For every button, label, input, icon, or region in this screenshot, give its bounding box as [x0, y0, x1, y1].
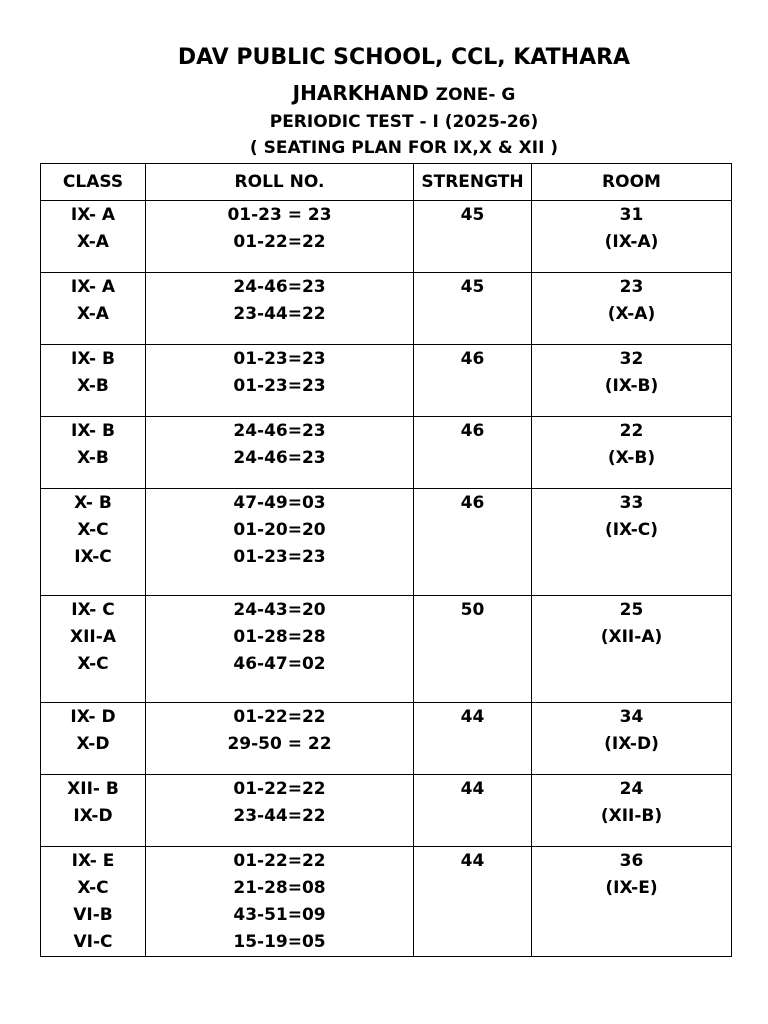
state-name: JHARKHAND [292, 81, 429, 105]
room-cell [532, 703, 732, 775]
table-header-row [41, 164, 732, 201]
class-cell [41, 201, 146, 273]
roll-no-line: 01-22=22 [233, 779, 326, 799]
state-zone-line [20, 81, 768, 105]
class-cell [41, 596, 146, 703]
class-cell [41, 847, 146, 957]
class-cell [41, 489, 146, 596]
class-line: X-A [77, 304, 109, 324]
class-line: XII-A [70, 627, 116, 647]
class-line: IX-C [74, 547, 112, 567]
class-line: X-C [77, 878, 109, 898]
table-row [41, 417, 732, 489]
room-cell [532, 417, 732, 489]
roll-no-line: 01-23=23 [233, 547, 326, 567]
room-line: 25 [619, 600, 644, 620]
strength-cell: 46 [414, 489, 532, 596]
roll-no-line: 01-22=22 [233, 232, 326, 252]
roll-no-line: 29-50 = 22 [227, 734, 332, 754]
table-row [41, 703, 732, 775]
school-name: DAV PUBLIC SCHOOL, CCL, KATHARA [177, 45, 631, 70]
room-cell [532, 596, 732, 703]
room-line: (XII-A) [600, 627, 663, 647]
column-header-strength: STRENGTH [414, 164, 532, 201]
roll-no-cell [146, 417, 414, 489]
roll-no-line: 01-28=28 [233, 627, 326, 647]
class-line: X-D [76, 734, 110, 754]
table-row [41, 596, 732, 703]
class-cell [41, 775, 146, 847]
class-line: IX- C [71, 600, 115, 620]
strength-cell: 46 [414, 417, 532, 489]
column-header-roll-no: ROLL NO. [146, 164, 414, 201]
table-row [41, 489, 732, 596]
strength-cell: 44 [414, 775, 532, 847]
roll-no-line: 24-43=20 [233, 600, 326, 620]
room-line: 31 [619, 205, 644, 225]
room-line: (IX-E) [605, 878, 658, 898]
roll-no-line: 23-44=22 [233, 304, 326, 324]
room-cell [532, 273, 732, 345]
class-line: X-C [77, 520, 109, 540]
column-header-room: ROOM [532, 164, 732, 201]
class-line: IX-D [73, 806, 113, 826]
roll-no-cell [146, 596, 414, 703]
class-cell [41, 345, 146, 417]
class-line: X- B [74, 493, 112, 513]
roll-no-line: 46-47=02 [233, 654, 326, 674]
class-line: X-B [77, 448, 109, 468]
room-line: (X-A) [607, 304, 656, 324]
roll-no-cell [146, 201, 414, 273]
room-line: 22 [619, 421, 644, 441]
class-line: XII- B [67, 779, 119, 799]
roll-no-line: 01-22=22 [233, 851, 326, 871]
room-line: 36 [619, 851, 644, 871]
strength-cell: 50 [414, 596, 532, 703]
room-cell [532, 847, 732, 957]
class-line: IX- A [70, 205, 116, 225]
room-cell [532, 201, 732, 273]
class-line: IX- D [70, 707, 116, 727]
roll-no-cell [146, 847, 414, 957]
roll-no-cell [146, 775, 414, 847]
roll-no-line: 47-49=03 [233, 493, 326, 513]
room-line: 33 [619, 493, 644, 513]
class-cell [41, 273, 146, 345]
strength-cell: 44 [414, 703, 532, 775]
roll-no-cell [146, 703, 414, 775]
room-line: 24 [619, 779, 644, 799]
class-cell [41, 417, 146, 489]
class-line: X-C [77, 654, 109, 674]
roll-no-line: 24-46=23 [233, 421, 326, 441]
class-line: X-A [77, 232, 109, 252]
room-line: 32 [619, 349, 644, 369]
room-line: (X-B) [607, 448, 656, 468]
seating-plan-title: ( SEATING PLAN FOR IX,X & XII ) [249, 138, 559, 158]
roll-no-line: 24-46=23 [233, 277, 326, 297]
roll-no-line: 01-22=22 [233, 707, 326, 727]
roll-no-line: 43-51=09 [233, 905, 326, 925]
roll-no-line: 23-44=22 [233, 806, 326, 826]
seating-plan-table [40, 163, 732, 957]
class-line: IX- E [71, 851, 115, 871]
class-line: X-B [77, 376, 109, 396]
room-line: (IX-B) [604, 376, 659, 396]
table-row [41, 847, 732, 957]
room-line: (IX-C) [604, 520, 659, 540]
zone-label: ZONE- G [435, 85, 516, 105]
strength-cell: 45 [414, 273, 532, 345]
roll-no-line: 21-28=08 [233, 878, 326, 898]
roll-no-line: 01-20=20 [233, 520, 326, 540]
strength-cell: 44 [414, 847, 532, 957]
table-row [41, 345, 732, 417]
roll-no-cell [146, 489, 414, 596]
class-cell [41, 703, 146, 775]
roll-no-line: 01-23 = 23 [227, 205, 332, 225]
class-line: VI-B [73, 905, 113, 925]
room-cell [532, 345, 732, 417]
table-row [41, 775, 732, 847]
table-body [41, 201, 732, 957]
strength-cell: 45 [414, 201, 532, 273]
roll-no-cell [146, 345, 414, 417]
test-title: PERIODIC TEST - I (2025-26) [269, 112, 539, 132]
table-row [41, 201, 732, 273]
roll-no-line: 15-19=05 [233, 932, 326, 952]
table-row [41, 273, 732, 345]
room-line: 34 [619, 707, 644, 727]
room-line: 23 [619, 277, 644, 297]
class-line: IX- B [71, 349, 115, 369]
strength-cell: 46 [414, 345, 532, 417]
room-cell [532, 489, 732, 596]
roll-no-line: 01-23=23 [233, 349, 326, 369]
class-line: IX- A [70, 277, 116, 297]
roll-no-cell [146, 273, 414, 345]
room-cell [532, 775, 732, 847]
roll-no-line: 01-23=23 [233, 376, 326, 396]
room-line: (XII-B) [600, 806, 663, 826]
column-header-class: CLASS [41, 164, 146, 201]
room-line: (IX-D) [604, 734, 659, 754]
room-line: (IX-A) [604, 232, 659, 252]
class-line: IX- B [71, 421, 115, 441]
class-line: VI-C [73, 932, 113, 952]
roll-no-line: 24-46=23 [233, 448, 326, 468]
